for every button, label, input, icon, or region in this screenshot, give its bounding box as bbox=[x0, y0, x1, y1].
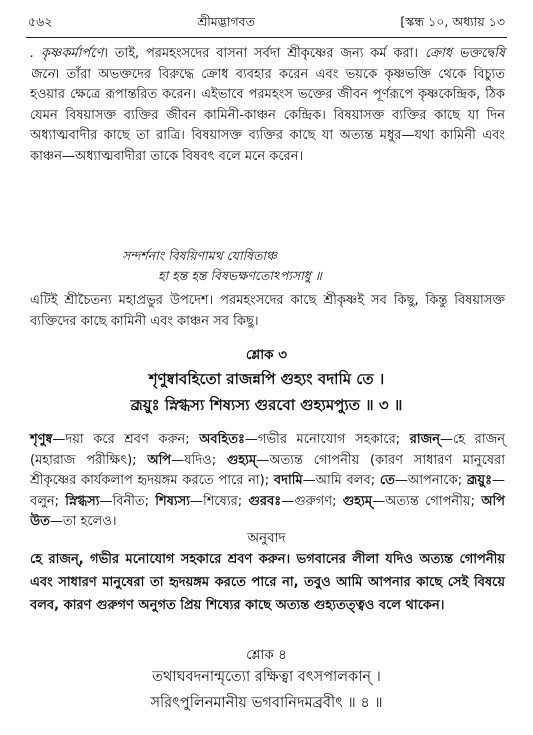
purport-paragraph-2: এটিই শ্রীচৈতন্য মহাপ্রভুর উপদেশ। পরমহংসদের কাছে শ্রীকৃষ্ণই সব কিছু, কিন্তু বিষয়াসক্ত ব্যক্তিদের কাছে কামিনী এবং কাঞ্চন সব কিছু। bbox=[30, 293, 505, 329]
page-number: ৫৬২ bbox=[28, 14, 53, 29]
synonym-meaning: —গভীর মনোযোগ সহকারে; bbox=[244, 432, 410, 447]
verse-4-text bbox=[0, 664, 533, 716]
synonym-meaning: —যদিও; bbox=[171, 452, 227, 468]
synonym-meaning: —গুরুগণ; bbox=[281, 493, 343, 509]
sanskrit-quote bbox=[30, 246, 505, 286]
synonyms-block bbox=[30, 430, 505, 533]
purport-italic-1: . কৃষ্ণকর্মার্পণে bbox=[30, 46, 104, 61]
purport-text-1: । তাই, পরমহংসদের বাসনা সর্বদা শ্রীকৃষ্ণের জন্য কর্ম করা। bbox=[103, 46, 419, 61]
header-divider bbox=[26, 37, 507, 38]
purport-paragraph-1 bbox=[30, 44, 505, 167]
verse-4-title: শ্লোক ৪ bbox=[246, 647, 287, 663]
synonym-word: বদামি bbox=[273, 473, 303, 488]
synonym-meaning: —বলুন; bbox=[30, 473, 505, 509]
purport-italic-2: ক্রোধ ভক্তদ্বেষি জনে bbox=[30, 46, 505, 82]
verse-4-line-1: তথাঘবদনান্মৃত্যো রক্ষিত্বা বৎসপালকান্ । bbox=[152, 669, 381, 685]
synonym-word: স্নিগ্ধস্য bbox=[65, 493, 100, 509]
synonym-word: অবহিতঃ bbox=[199, 432, 245, 447]
synonym-word: রাজন্ bbox=[409, 432, 441, 447]
running-header bbox=[28, 12, 505, 36]
synonym-word: গুহ্যম্ bbox=[342, 493, 373, 509]
verse-3-text bbox=[0, 366, 533, 418]
synonym-word: ব্রূয়ুঃ bbox=[466, 473, 492, 488]
section-label: [স্কন্ধ ১০, অধ্যায় ১৩ bbox=[400, 14, 505, 29]
verse-3-line-2: ব্রূয়ুঃ স্নিগ্ধস্য শিষ্যস্য গুরবো গুহ্যমপ্যুত ॥ ৩ ॥ bbox=[130, 396, 403, 414]
synonym-word: অপি উত bbox=[30, 493, 505, 529]
synonym-meaning: —অত্যন্ত গোপনীয়; bbox=[372, 493, 482, 509]
purport-text-2: । তাঁরা অভক্তদের বিরুদ্ধে ক্রোধ ব্যবহার করেন এবং ভয়কে কৃষ্ণভক্তি থেকে বিচ্যুত হওয়ার ক্ষেত্রে রূপান্তরিত করেন। এইভাবে পরমহংস ভক্তের জীবন পূর্ণরূপে কৃষ্ণকেন্দ্রিক, ঠিক যেমন বিষয়াসক্ত ব্যক্তির জীবন কামিনী-কাঞ্চন কেন্দ্রিক। বিষয়াসক্ত ব্যক্তির কাছে যা দিন অধ্যাত্মবাদীর কাছে তা রাত্রি। বিষয়াসক্ত ব্যক্তির কাছে যা অত্যন্ত মধুর—যথা কামিনী এবং কাঞ্চন—অধ্যাত্মবাদীরা তাকে বিষবৎ বলে মনে করেন। bbox=[30, 66, 505, 164]
synonym-word: শিষ্যস্য bbox=[155, 493, 191, 509]
synonym-word: তে bbox=[379, 473, 395, 488]
book-title: শ্রীমদ্ভাগবত bbox=[197, 14, 256, 29]
synonym-word: গুরবঃ bbox=[248, 493, 282, 509]
synonym-meaning: —আপনাকে; bbox=[394, 473, 467, 488]
verse-3-title: শ্লোক ৩ bbox=[245, 347, 288, 363]
quote-line-1: সন্দর্শনাং বিষয়িণামথ যোষিতাঞ্চ bbox=[122, 248, 277, 263]
synonym-meaning: —শিষ্যের; bbox=[190, 493, 249, 509]
synonym-meaning: —অত্যন্ত গোপনীয় (কারণ সাধারণ মানুষেরা শ্রীকৃষ্ণের কার্যকলাপ হৃদয়ঙ্গম করতে পারে না); bbox=[30, 452, 505, 488]
translation-title: অনুবাদ bbox=[247, 530, 286, 546]
synonym-meaning: —হে রাজন্ (মহারাজ পরীক্ষিৎ); bbox=[30, 432, 505, 468]
verse-3-line-1: শৃণুষ্বাবহিতো রাজন্নপি গুহ্যং বদামি তে । bbox=[148, 370, 385, 388]
verse-4-line-2: সরিৎপুলিনমানীয় ভগবানিদমব্রবীৎ ॥ ৪ ॥ bbox=[150, 695, 383, 711]
synonym-meaning: —দয়া করে শ্রবণ করুন; bbox=[52, 432, 200, 447]
synonym-meaning: —বিনীত; bbox=[99, 493, 156, 509]
translation-text: হে রাজন্, গভীর মনোযোগ সহকারে শ্রবণ করুন। ভগবানের লীলা যদিও অত্যন্ত গোপনীয় এবং সাধারণ মানুষেরা তা হৃদয়ঙ্গম করতে পারে না, তবুও আমি আপনার কাছে সেই বিষয়ে বলব, কারণ গুরুগণ অনুগত প্রিয় শিষ্যের কাছে অত্যন্ত গুহ্যতত্ত্বও বলে থাকেন। bbox=[30, 552, 505, 613]
synonym-word: শৃণুষ্ব bbox=[30, 432, 53, 447]
synonym-meaning: —আমি বলব; bbox=[302, 473, 380, 488]
synonym-word: গুহ্যম্ bbox=[226, 452, 257, 468]
synonym-meaning: —তা হলেও। bbox=[49, 514, 117, 529]
quote-line-2: হা হন্ত হন্ত বিষভক্ষণতোঽপ্যসাধু ॥ bbox=[158, 268, 322, 283]
synonym-word: অপি bbox=[147, 452, 172, 468]
